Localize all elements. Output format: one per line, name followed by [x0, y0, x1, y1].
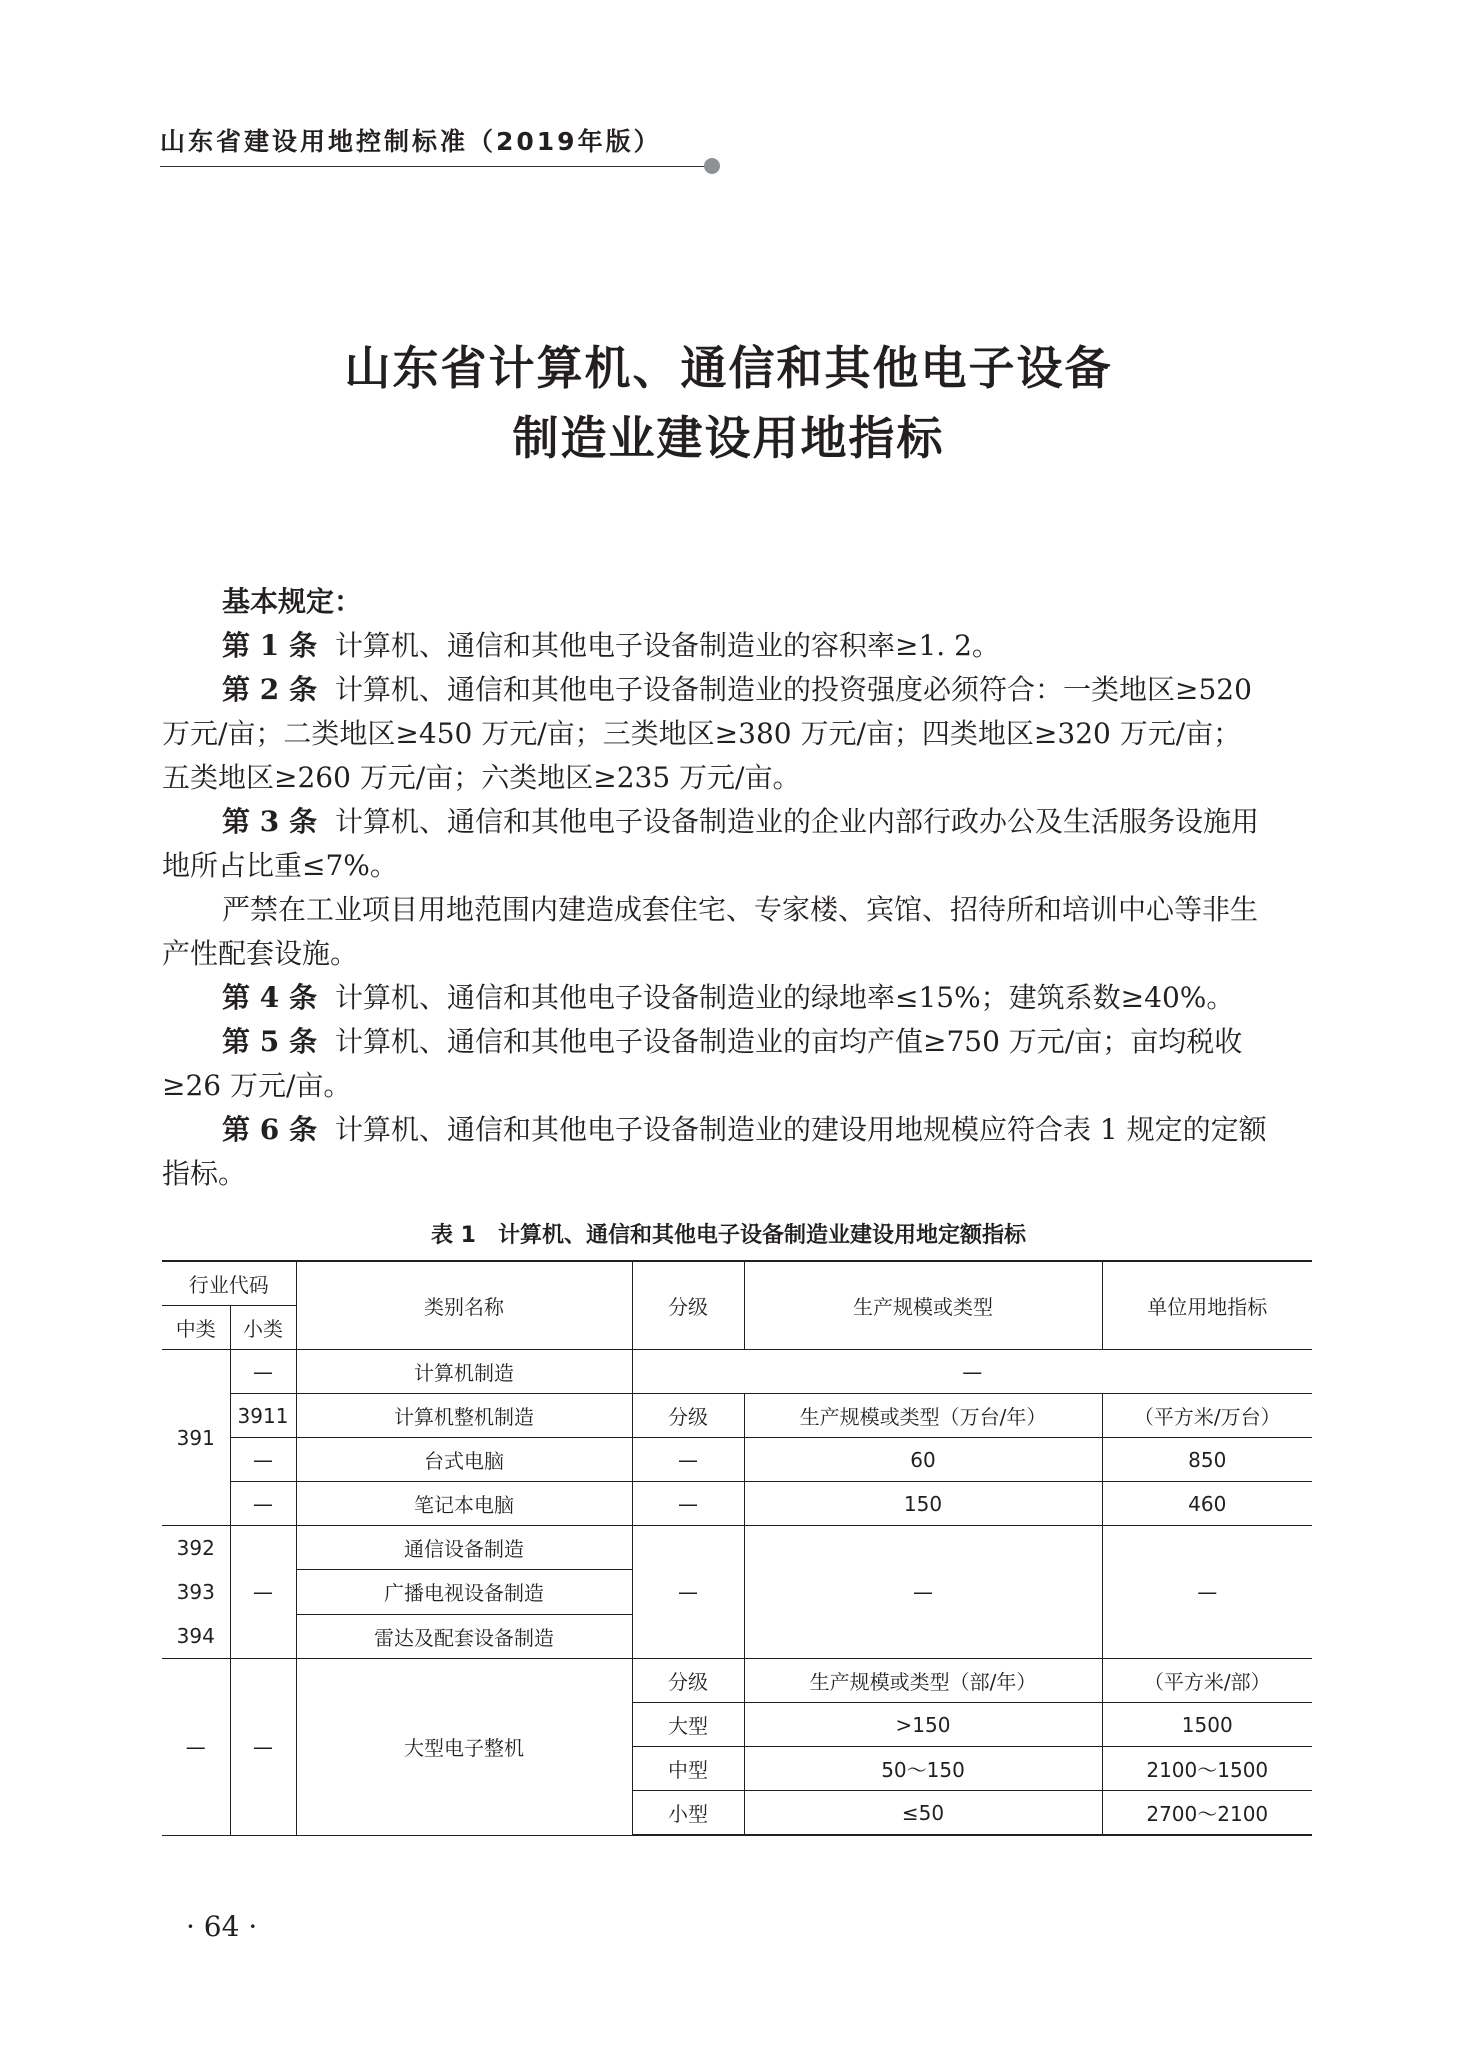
- mid-class-code: 392: [176, 1536, 215, 1560]
- article-4-text: 计算机、通信和其他电子设备制造业的绿地率≤15%；建筑系数≥40%。: [334, 981, 1235, 1014]
- header-grade: 分级: [632, 1261, 744, 1350]
- unit-cell: 460: [1102, 1482, 1312, 1526]
- page-title-line-2: 制造业建设用地指标: [512, 411, 945, 465]
- article-4-number: 第 4 条: [222, 981, 317, 1014]
- article-6-text: 计算机、通信和其他电子设备制造业的建设用地规模应符合表 1 规定的定额: [334, 1113, 1267, 1146]
- category-name-cell: 大型电子整机: [296, 1659, 632, 1836]
- table-row: [162, 1482, 1312, 1526]
- article-5-text: 计算机、通信和其他电子设备制造业的亩均产值≥750 万元/亩；亩均税收: [334, 1025, 1243, 1058]
- article-5-continued: ≥26 万元/亩。: [162, 1069, 352, 1102]
- category-name-cell: 笔记本电脑: [296, 1482, 632, 1526]
- unit-cell: 2100～1500: [1102, 1747, 1312, 1791]
- grade-cell: —: [632, 1438, 744, 1482]
- scale-cell: 150: [744, 1482, 1102, 1526]
- header-category-name: 类别名称: [296, 1261, 632, 1350]
- article-2-continued-1: 万元/亩；二类地区≥450 万元/亩；三类地区≥380 万元/亩；四类地区≥320 万元/亩；: [162, 717, 1242, 750]
- page-title-line-1: 山东省计算机、通信和其他电子设备: [344, 341, 1113, 395]
- article-3-text: 计算机、通信和其他电子设备制造业的企业内部行政办公及生活服务设施用: [334, 805, 1259, 838]
- unit-cell: （平方米/部）: [1102, 1659, 1312, 1703]
- article-5-number: 第 5 条: [222, 1025, 317, 1058]
- sub-class-cell: —: [230, 1350, 296, 1394]
- table-row: [162, 1659, 1312, 1703]
- scale-cell: ≤50: [744, 1791, 1102, 1836]
- header-mid-class: 中类: [162, 1306, 230, 1350]
- mid-class-392-394: [162, 1526, 230, 1659]
- mid-class-cell: —: [162, 1659, 230, 1836]
- grade-cell: 中型: [632, 1747, 744, 1791]
- category-name-cell: 台式电脑: [296, 1438, 632, 1482]
- article-2-continued-2: 五类地区≥260 万元/亩；六类地区≥235 万元/亩。: [162, 761, 801, 794]
- scale-cell: 生产规模或类型（部/年）: [744, 1659, 1102, 1703]
- sub-class-cell: —: [230, 1482, 296, 1526]
- merged-dash-cell: —: [632, 1350, 1312, 1394]
- category-name-cell: 通信设备制造: [296, 1526, 632, 1570]
- table-row: [162, 1526, 1312, 1570]
- table-row: [162, 1438, 1312, 1482]
- grade-cell: 分级: [632, 1659, 744, 1703]
- grade-cell: 小型: [632, 1791, 744, 1836]
- unit-cell: —: [1102, 1526, 1312, 1659]
- article-3: [162, 800, 1312, 844]
- running-header: 山东省建设用地控制标准（2019年版）: [160, 127, 662, 156]
- header-scale: 生产规模或类型: [744, 1261, 1102, 1350]
- category-name-cell: 计算机制造: [296, 1350, 632, 1394]
- scale-cell: 60: [744, 1438, 1102, 1482]
- table-caption-number: 表 1: [431, 1223, 476, 1248]
- header-unit-index: 单位用地指标: [1102, 1261, 1312, 1350]
- article-3-continued: 地所占比重≤7%。: [162, 849, 398, 882]
- article-4: [162, 976, 1312, 1020]
- article-2: [162, 668, 1312, 712]
- table-caption: [0, 1218, 1457, 1249]
- page-number: · 64 ·: [186, 1910, 258, 1943]
- mid-class-code: 394: [176, 1624, 215, 1648]
- article-6: [162, 1108, 1312, 1152]
- table-caption-text: 计算机、通信和其他电子设备制造业建设用地定额指标: [497, 1223, 1026, 1248]
- article-body: [162, 580, 1312, 1196]
- article-2-number: 第 2 条: [222, 673, 317, 706]
- header-rule: [160, 166, 710, 167]
- article-6-number: 第 6 条: [222, 1113, 317, 1146]
- article-5: [162, 1020, 1312, 1064]
- prohibition-paragraph: 严禁在工业项目用地范围内建造成套住宅、专家楼、宾馆、招待所和培训中心等非生: [222, 893, 1259, 926]
- scale-cell: >150: [744, 1703, 1102, 1747]
- article-6-continued: 指标。: [162, 1157, 247, 1190]
- sub-class-cell: 3911: [230, 1394, 296, 1438]
- category-name-cell: 计算机整机制造: [296, 1394, 632, 1438]
- article-2-text: 计算机、通信和其他电子设备制造业的投资强度必须符合：一类地区≥520: [334, 673, 1252, 706]
- sub-class-cell: —: [230, 1526, 296, 1659]
- grade-cell: 大型: [632, 1703, 744, 1747]
- unit-cell: 850: [1102, 1438, 1312, 1482]
- article-1-number: 第 1 条: [222, 629, 317, 662]
- category-name-cell: 广播电视设备制造: [296, 1570, 632, 1614]
- table-row: [162, 1350, 1312, 1394]
- header-sub-class: 小类: [230, 1306, 296, 1350]
- header-industry-code: 行业代码: [162, 1261, 296, 1306]
- basic-rules-heading: 基本规定：: [222, 585, 363, 618]
- header-dot-ornament: [704, 158, 720, 174]
- sub-class-cell: —: [230, 1659, 296, 1836]
- article-1-text: 计算机、通信和其他电子设备制造业的容积率≥1. 2。: [334, 629, 1000, 662]
- unit-cell: 1500: [1102, 1703, 1312, 1747]
- mid-class-391: 391: [162, 1350, 230, 1526]
- scale-cell: —: [744, 1526, 1102, 1659]
- category-name-cell: 雷达及配套设备制造: [296, 1614, 632, 1658]
- sub-class-cell: —: [230, 1438, 296, 1482]
- table-header-row: [162, 1261, 1312, 1306]
- scale-cell: 生产规模或类型（万台/年）: [744, 1394, 1102, 1438]
- grade-cell: 分级: [632, 1394, 744, 1438]
- grade-cell: —: [632, 1526, 744, 1659]
- unit-cell: （平方米/万台）: [1102, 1394, 1312, 1438]
- grade-cell: —: [632, 1482, 744, 1526]
- mid-class-code: 393: [176, 1580, 215, 1604]
- table-row: [162, 1394, 1312, 1438]
- unit-cell: 2700～2100: [1102, 1791, 1312, 1836]
- prohibition-continued: 产性配套设施。: [162, 937, 359, 970]
- article-1: [162, 624, 1312, 668]
- land-quota-table: [162, 1260, 1312, 1836]
- scale-cell: 50～150: [744, 1747, 1102, 1791]
- article-3-number: 第 3 条: [222, 805, 317, 838]
